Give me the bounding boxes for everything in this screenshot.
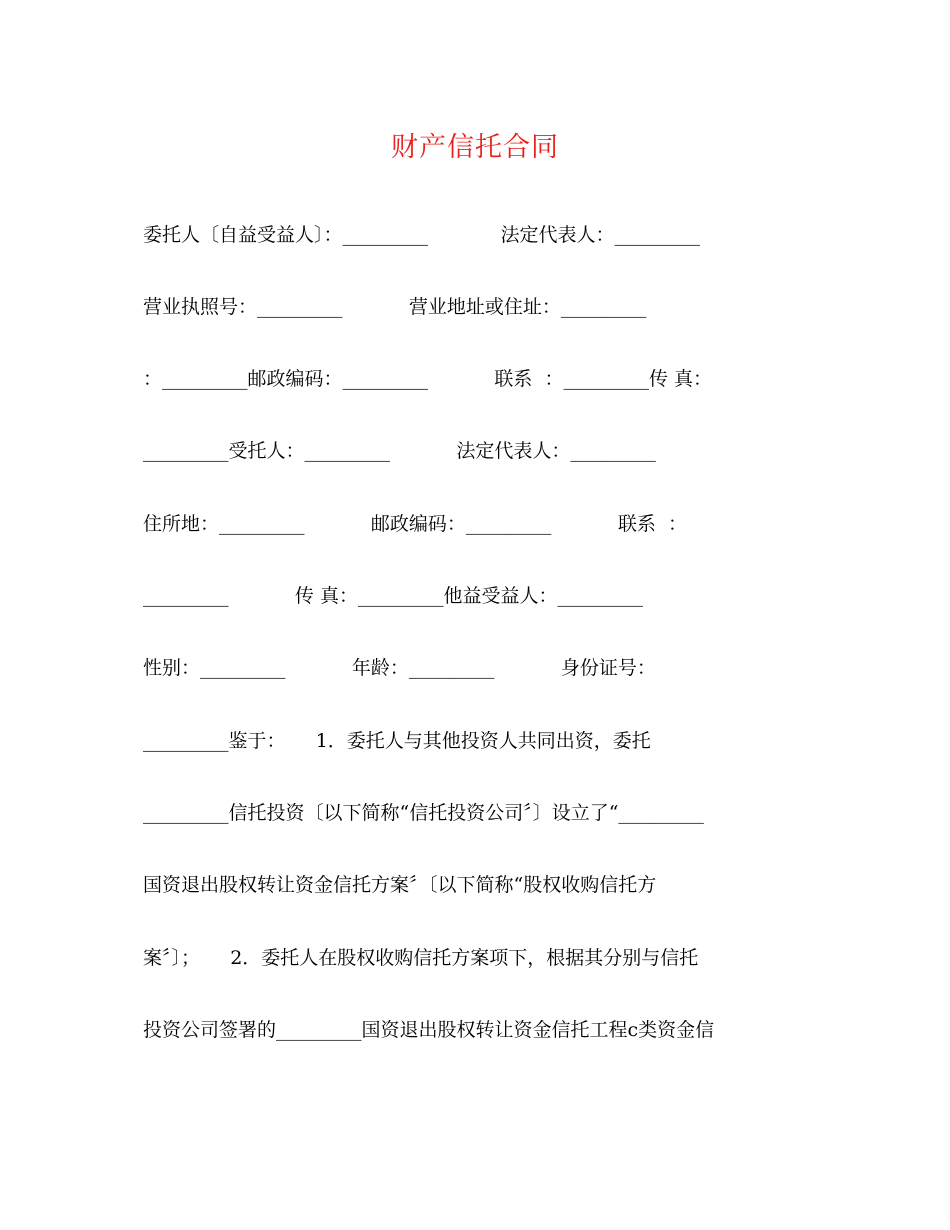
recital-line-1: _________鉴于： 1．委托人与其他投资人共同出资，委托 (143, 730, 651, 752)
document-title: 财产信托合同 (391, 132, 559, 163)
recital-line-5: 投资公司签署的_________国资退出股权转让资金信托工程c类资金信 (143, 1019, 715, 1041)
party-line-4: _________受托人：_________ 法定代表人：_________ (143, 440, 656, 462)
party-line-2: 营业执照号：_________ 营业地址或住址：_________ (143, 296, 647, 318)
party-line-3: ：_________邮政编码：_________ 联系 ：_________传 真： (143, 368, 713, 390)
party-line-1: 委托人〔自益受益人〕：_________ 法定代表人：_________ (143, 224, 700, 246)
recital-line-3: 国资退出股权转让资金信托方案〞〔以下简称“股权收购信托方 (143, 874, 657, 896)
recital-line-4: 案〞〕； 2．委托人在股权收购信托方案项下，根据其分别与信托 (143, 947, 699, 969)
recital-line-2: _________信托投资〔以下简称“信托投资公司〞〕设立了“_________ (143, 802, 704, 824)
party-line-6: _________ 传 真：_________他益受益人：_________ (143, 585, 643, 607)
party-line-7: 性别：_________ 年龄：_________ 身份证号： (143, 657, 656, 679)
party-line-5: 住所地：_________ 邮政编码：_________ 联系 ： (143, 513, 687, 535)
